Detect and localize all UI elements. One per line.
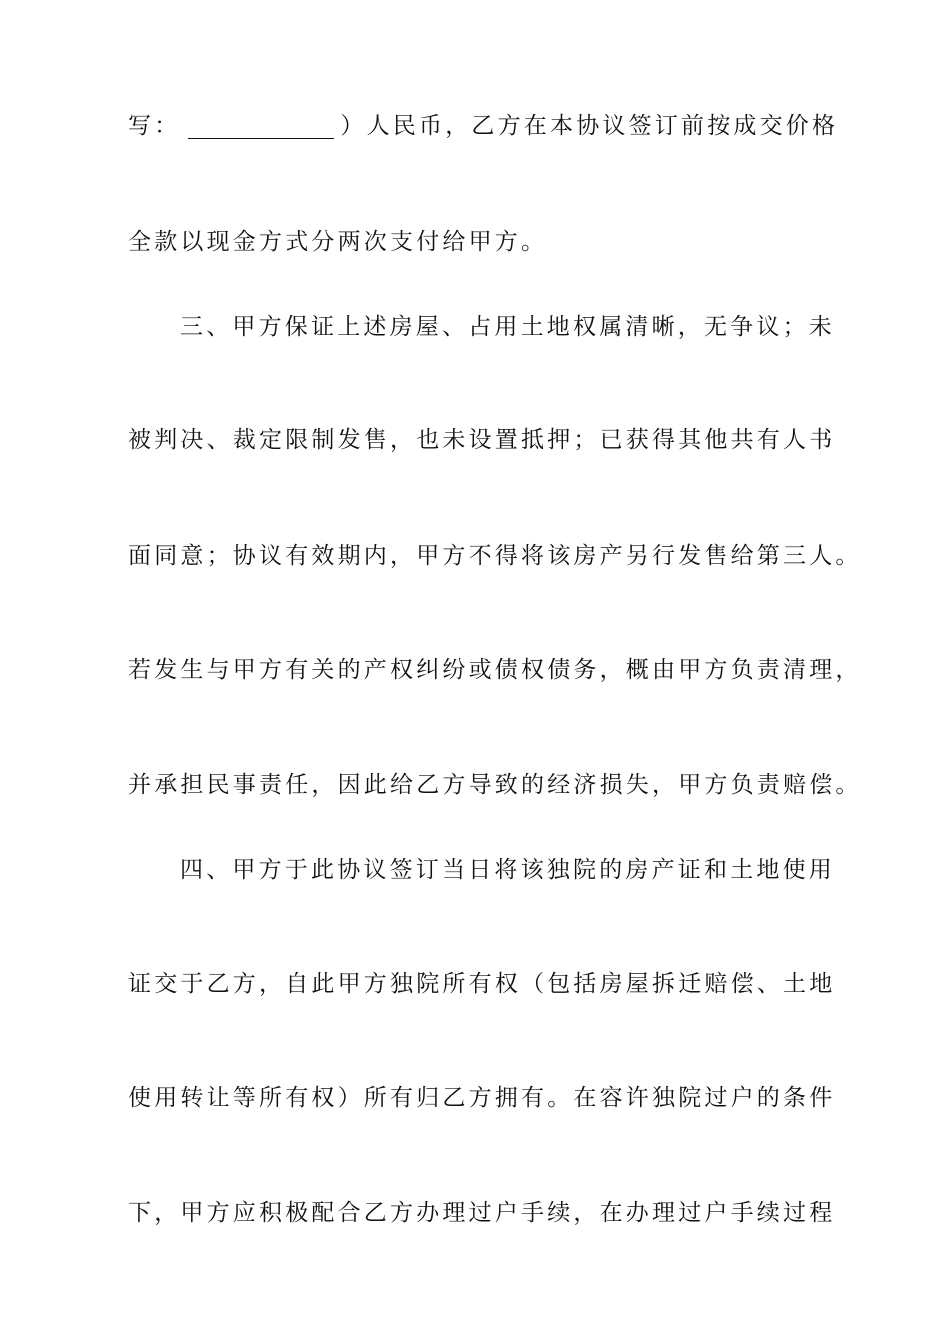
text-after-blank: ）人民币，乙方在本协议签订前按成交价格 [340, 113, 839, 139]
text-line-7: 并承担民事责任，因此给乙方导致的经济损失，甲方负责赔偿。 [128, 772, 862, 798]
text-line-11: 下，甲方应积极配合乙方办理过户手续，在办理过户手续过程 [128, 1200, 836, 1226]
text-line-1 [128, 111, 848, 141]
text-line-10: 使用转让等所有权）所有归乙方拥有。在容许独院过户的条件 [128, 1085, 836, 1111]
text-line-4: 被判决、裁定限制发售，也未设置抵押；已获得其他共有人书 [128, 427, 836, 453]
text-line-6: 若发生与甲方有关的产权纠纷或债权债务，概由甲方负责清理， [128, 657, 862, 683]
text-line-2: 全款以现金方式分两次支付给甲方。 [128, 229, 548, 255]
text-line-9: 证交于乙方，自此甲方独院所有权（包括房屋拆迁赔偿、土地 [128, 971, 836, 997]
text-line-5: 面同意；协议有效期内，甲方不得将该房产另行发售给第三人。 [128, 543, 862, 569]
clause-four-heading-line: 四、甲方于此协议签订当日将该独院的房产证和土地使用 [180, 857, 835, 883]
clause-three-heading-line: 三、甲方保证上述房屋、占用土地权属清晰，无争议；未 [180, 314, 835, 340]
fill-in-blank [188, 116, 334, 139]
text-before-blank: 写： [128, 113, 181, 139]
